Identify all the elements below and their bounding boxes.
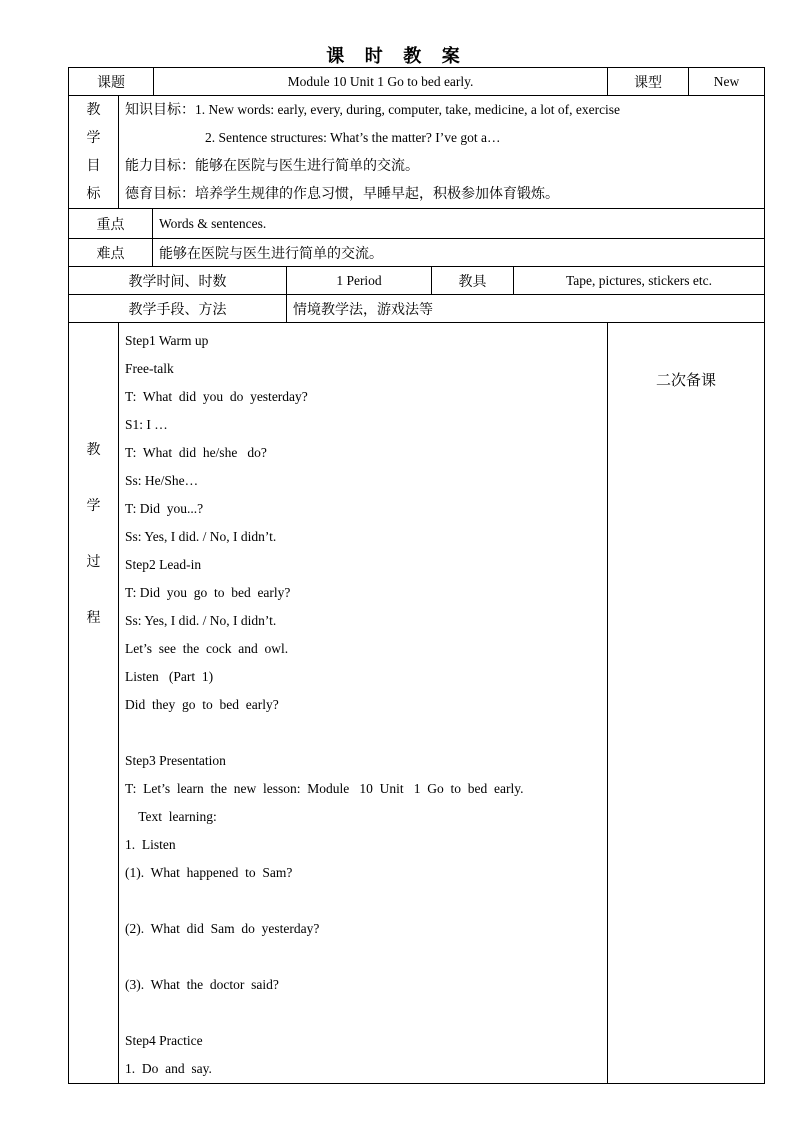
header-table [68, 67, 765, 96]
objectives-side-char: 学 [86, 130, 101, 146]
second-prep-label: 二次备课 [655, 371, 716, 389]
topic-value: Module 10 Unit 1 Go to bed early. [154, 68, 608, 96]
objectives-side-char: 教 [86, 102, 101, 118]
second-prep-column [608, 323, 765, 1084]
aids-label: 教具 [432, 267, 514, 295]
aids-value: Tape, pictures, stickers etc. [514, 267, 765, 295]
difficult-point-value: 能够在医院与医生进行简单的交流。 [153, 239, 765, 267]
objectives-side-char: 目 [86, 158, 101, 174]
objectives-side-label [69, 96, 119, 209]
process-line: Text learning: [125, 809, 217, 824]
time-value: 1 Period [287, 267, 432, 295]
knowledge-line-2: 2. Sentence structures: What’s the matter? I’ve got a… [205, 130, 501, 145]
process-line: Ss: Yes, I did. / No, I didn’t. [125, 613, 277, 628]
time-label: 教学时间、时数 [69, 267, 287, 295]
process-line: Listen (Part 1) [125, 669, 214, 684]
process-line: Step2 Lead-in [125, 557, 202, 572]
points-table [68, 208, 765, 267]
process-line: Step3 Presentation [125, 753, 226, 768]
type-label: 课型 [608, 68, 689, 96]
process-line: Step1 Warm up [125, 333, 209, 348]
process-table [68, 322, 765, 1084]
process-line [119, 887, 607, 915]
process-side-char: 学 [86, 498, 101, 514]
process-line: Free-talk [125, 361, 174, 376]
key-point-value: Words & sentences. [153, 209, 765, 239]
process-line: Ss: Yes, I did. / No, I didn’t. [125, 529, 277, 544]
objectives-table [68, 95, 765, 209]
process-line: (2). What did Sam do yesterday? [125, 921, 320, 936]
process-line: T: What did he/she do? [125, 445, 267, 460]
process-side-char: 程 [86, 610, 101, 626]
process-side-char: 过 [86, 554, 101, 570]
process-side-char: 教 [86, 442, 101, 458]
knowledge-line-1: 1. New words: early, every, during, computer, take, medicine, a lot of, exercise [195, 102, 621, 117]
method-value: 情境教学法，游戏法等 [287, 295, 765, 323]
process-line: Ss: He/She… [125, 473, 199, 488]
key-point-label: 重点 [69, 209, 153, 239]
process-content [119, 323, 608, 1084]
process-line: Did they go to bed early? [125, 697, 279, 712]
process-line: (3). What the doctor said? [125, 977, 279, 992]
process-line [119, 943, 607, 971]
objectives-content [119, 96, 765, 209]
process-line: T: Did you go to bed early? [125, 585, 291, 600]
objectives-side-char: 标 [86, 186, 101, 202]
process-line: 1. Do and say. [125, 1061, 212, 1076]
moral-objective: 德育目标：培养学生规律的作息习惯，早睡早起，积极参加体育锻炼。 [125, 186, 559, 202]
process-line [119, 999, 607, 1027]
method-label: 教学手段、方法 [69, 295, 287, 323]
process-line: T: Let’s learn the new lesson: Module 10 Unit 1 Go to bed early. [125, 781, 524, 796]
page-title: 课 时 教 案 [326, 46, 468, 66]
process-line: T: Did you...? [125, 501, 204, 516]
process-line: (1). What happened to Sam? [125, 865, 293, 880]
time-method-table [68, 266, 765, 323]
process-side-label [69, 323, 119, 1084]
process-line: Step4 Practice [125, 1033, 203, 1048]
process-line: T: What did you do yesterday? [125, 389, 308, 404]
type-value: New [689, 68, 765, 96]
process-line [119, 719, 607, 747]
process-line: 1. Listen [125, 837, 176, 852]
ability-objective: 能力目标：能够在医院与医生进行简单的交流。 [125, 158, 419, 174]
difficult-point-label: 难点 [69, 239, 153, 267]
process-line: S1: I … [125, 417, 168, 432]
topic-label: 课题 [69, 68, 154, 96]
process-line: Let’s see the cock and owl. [125, 641, 289, 656]
knowledge-label: 知识目标： [125, 102, 195, 118]
